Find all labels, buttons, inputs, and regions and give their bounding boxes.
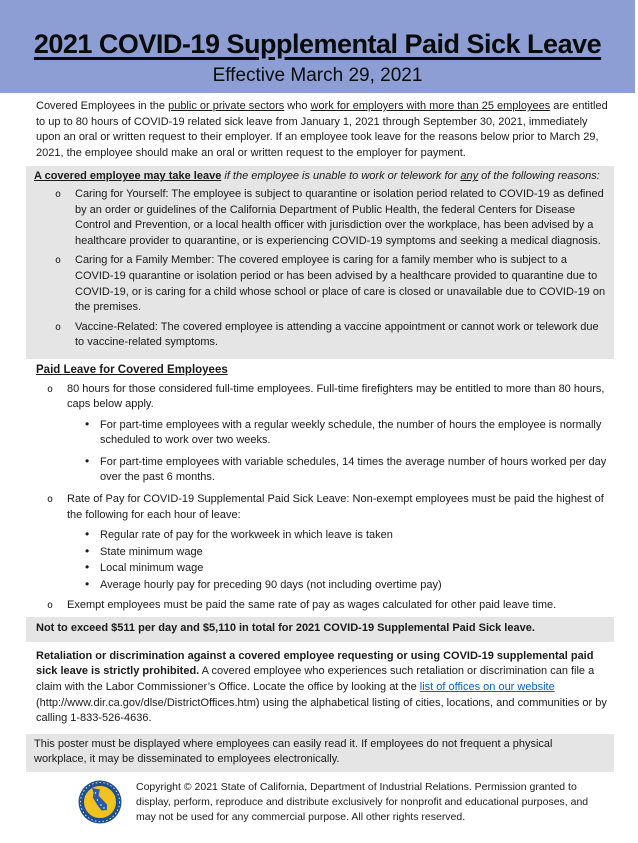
take-leave-heading-italic-end: of the following reasons: <box>478 170 600 183</box>
list-item-regular-rate <box>67 528 614 544</box>
intro-underline-employers: work for employers with more than 25 employees <box>310 100 551 112</box>
take-leave-heading <box>34 169 608 185</box>
list-item-caring-for-yourself <box>34 187 608 249</box>
page-title: 2021 COVID-19 Supplemental Paid Sick Leave <box>33 29 602 59</box>
offices-list-link[interactable]: list of offices on our website <box>419 681 555 693</box>
sub-local-minimum-wage: Local minimum wage <box>100 562 204 575</box>
banner <box>0 0 635 93</box>
effective-date: Effective March 29, 2021 <box>212 65 423 86</box>
california-dir-seal-icon <box>78 780 122 830</box>
list-item-local-minimum-wage <box>67 561 614 577</box>
list-item-caring-for-family <box>34 253 608 315</box>
rate-of-pay-sublist <box>67 528 614 593</box>
intro-text-mid: who <box>284 100 311 112</box>
footer <box>78 780 590 830</box>
cap-note-section <box>26 617 614 642</box>
poster-display-text: This poster must be displayed where employees can easily read it. If employees do not frequent a physical workplace, it may be disseminated to employees electronically. <box>34 737 553 766</box>
reason-caring-for-yourself: Caring for Yourself: The employee is subject to quarantine or isolation period related to COVID-19 as defined by an order or guidelines of the California Department of Public Health, the federal Centers for Disease Control and Prevention, or a local health officer with jurisdiction over the workplace, has been advised by a healthcare provider to quarantine, or is experiencing COVID-19 symptoms and seeking a medical diagnosis. <box>75 187 604 247</box>
take-leave-any-underline: any <box>460 170 479 183</box>
list-item-state-minimum-wage <box>67 545 614 561</box>
list-item-average-hourly-pay <box>67 578 614 594</box>
take-leave-heading-italic: if the employee is unable to work or telework for <box>221 170 461 183</box>
intro-text: Covered Employees in the <box>36 100 169 112</box>
copyright-text: Copyright © 2021 State of California, Department of Industrial Relations. Permission granted to display, perform, reproduce and distribute exclusively for nonprofit and educational purposes, and may not be used for any commercial purpose. All other rights reserved. <box>136 780 589 823</box>
intro-text-rest: are entitled to up to 80 hours of COVID-19 related sick leave from January 1, 2021 through September 30, 2021, immediately upon an oral or written request to their employer. If an employee took leave for the reasons below prior to March 29, 2021, the employee should make an oral or written request to the employer for payment. <box>36 100 608 159</box>
list-item-variable-schedule <box>67 455 614 486</box>
leave-reasons-list <box>34 187 608 351</box>
take-leave-heading-bold: A covered employee may take leave <box>34 170 222 183</box>
intro-paragraph <box>26 93 614 166</box>
retaliation-bold-text: Retaliation or discrimination against a covered employee requesting or using COVID-19 supplemental paid sick leave is strictly prohibited. <box>36 649 594 678</box>
paid-leave-list <box>26 382 614 614</box>
intro-underline-sectors: public or private sectors <box>168 100 285 112</box>
paid-leave-exempt: Exempt employees must be paid the same rate of pay as wages calculated for other paid leave time. <box>67 598 557 611</box>
list-item-regular-schedule <box>67 418 614 449</box>
sub-variable-schedule: For part-time employees with variable schedules, 14 times the average number of hours worked per day over the past 6 months. <box>100 455 607 484</box>
reason-caring-for-family: Caring for a Family Member: The covered employee is caring for a family member who is subject to a COVID-19 quarantine or isolation period or has been advised by a healthcare provided to quarantine due to COVID-19, or is caring for a child whose school or place of care is closed or unavailable due to COVID-19 on the premises. <box>75 254 606 314</box>
list-item-rate-of-pay <box>26 492 614 594</box>
paid-leave-heading: Paid Leave for Covered Employees <box>36 363 228 376</box>
reason-vaccine-related: Vaccine-Related: The covered employee is attending a vaccine appointment or cannot work or telework due to vaccine-related symptoms. <box>75 320 599 349</box>
retaliation-paragraph <box>26 645 614 732</box>
list-item-vaccine-related <box>34 320 608 351</box>
paid-leave-rate-of-pay: Rate of Pay for COVID-19 Supplemental Paid Sick Leave: Non-exempt employees must be paid the highest of the following for each hour of leave: <box>67 493 604 521</box>
sub-average-hourly-pay: Average hourly pay for preceding 90 days (not including overtime pay) <box>100 579 442 592</box>
sub-regular-rate: Regular rate of pay for the workweek in which leave is taken <box>100 529 393 542</box>
poster-body <box>26 93 614 830</box>
sub-regular-schedule: For part-time employees with a regular weekly schedule, the number of hours the employee is normally scheduled to work over two weeks. <box>100 418 602 447</box>
poster-display-section <box>26 734 614 772</box>
retaliation-text: A covered employee who experiences such retaliation or discrimination can file a claim with the Labor Commissioner’s Office. Locate the office by looking at the <box>36 665 595 693</box>
part-time-sublist <box>67 418 614 486</box>
list-item-exempt-employees <box>26 598 614 614</box>
paid-leave-80-hours: 80 hours for those considered full-time employees. Full-time firefighters may be entitled to more than 80 hours, caps below apply. <box>67 382 605 411</box>
list-item-80-hours <box>26 382 614 487</box>
cap-note-text: Not to exceed $511 per day and $5,110 in total for 2021 COVID-19 Supplemental Paid Sick leave. <box>36 622 535 635</box>
sub-state-minimum-wage: State minimum wage <box>100 545 203 558</box>
retaliation-text-end: (http://www.dir.ca.gov/dlse/DistrictOffices.htm) using the alphabetical listing of cities, locations, and communities or by calling 1-833-526-4636. <box>36 696 607 725</box>
covered-employee-leave-section <box>26 166 614 359</box>
